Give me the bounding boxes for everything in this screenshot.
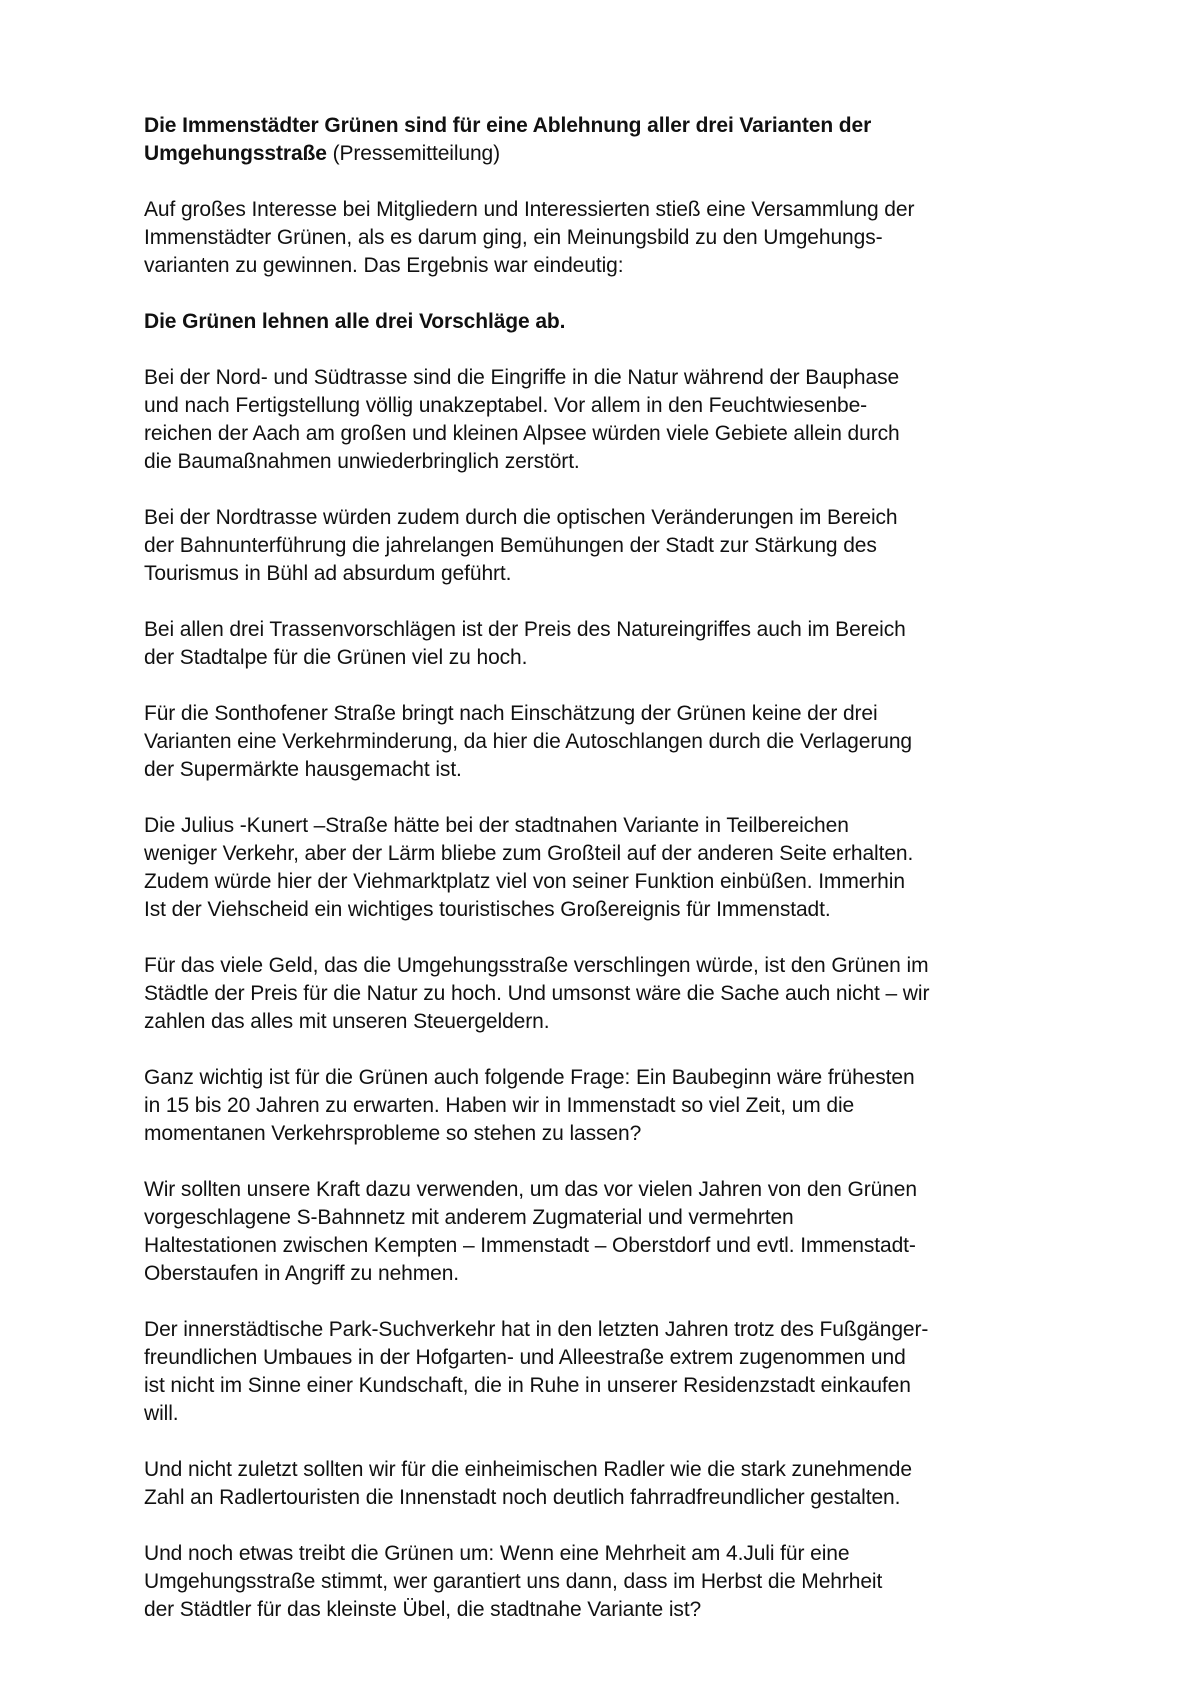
paragraph-line: will. xyxy=(144,1402,179,1425)
headline-suffix: (Pressemitteilung) xyxy=(326,142,501,165)
paragraph-line: vorgeschlagene S-Bahnnetz mit anderem Zugmaterial und vermehrten xyxy=(144,1206,794,1229)
paragraph-radler xyxy=(144,1456,1074,1512)
paragraph-line: Für die Sonthofener Straße bringt nach Einschätzung der Grünen keine der drei xyxy=(144,702,878,725)
paragraph-line: Bei der Nordtrasse würden zudem durch die optischen Veränderungen im Bereich xyxy=(144,506,898,529)
paragraph-line: der Bahnunterführung die jahrelangen Bemühungen der Stadt zur Stärkung des xyxy=(144,534,877,557)
paragraph-line: der Supermärkte hausgemacht ist. xyxy=(144,758,462,781)
headline-bold-text: Umgehungsstraße xyxy=(144,142,327,165)
paragraph-line: Ist der Viehscheid ein wichtiges touristisches Großereignis für Immenstadt. xyxy=(144,898,831,921)
paragraph-line: Oberstaufen in Angriff zu nehmen. xyxy=(144,1262,460,1285)
paragraph-line: der Städtler für das kleinste Übel, die stadtnahe Variante ist? xyxy=(144,1598,702,1621)
paragraph-line: Wir sollten unsere Kraft dazu verwenden, um das vor vielen Jahren von den Grünen xyxy=(144,1178,917,1201)
paragraph-line: Haltestationen zwischen Kempten – Immenstadt – Oberstdorf und evtl. Immenstadt- xyxy=(144,1234,916,1257)
paragraph-line: Für das viele Geld, das die Umgehungsstraße verschlingen würde, ist den Grünen im xyxy=(144,954,929,977)
paragraph-line: Tourismus in Bühl ad absurdum geführt. xyxy=(144,562,512,585)
paragraph-line: reichen der Aach am großen und kleinen Alpsee würden viele Gebiete allein durch xyxy=(144,422,900,445)
headline-line-2 xyxy=(144,140,1074,168)
paragraph-nord-sued xyxy=(144,364,1074,476)
paragraph-line: in 15 bis 20 Jahren zu erwarten. Haben wir in Immenstadt so viel Zeit, um die xyxy=(144,1094,855,1117)
paragraph-s-bahn xyxy=(144,1176,1074,1288)
paragraph-line: Und noch etwas treibt die Grünen um: Wenn eine Mehrheit am 4.Juli für eine xyxy=(144,1542,850,1565)
paragraph-line: Varianten eine Verkehrminderung, da hier die Autoschlangen durch die Verlagerung xyxy=(144,730,912,753)
paragraph-line: der Stadtalpe für die Grünen viel zu hoch. xyxy=(144,646,528,669)
paragraph-park-suchverkehr xyxy=(144,1316,1074,1428)
paragraph-kunert xyxy=(144,812,1074,924)
paragraph-statement xyxy=(144,308,1074,336)
paragraph-line: Zudem würde hier der Viehmarktplatz viel von seiner Funktion einbüßen. Immerhin xyxy=(144,870,905,893)
paragraph-stadtalpe xyxy=(144,616,1074,672)
paragraph-nordtrasse xyxy=(144,504,1074,588)
paragraph-line: varianten zu gewinnen. Das Ergebnis war eindeutig: xyxy=(144,254,624,277)
paragraph-line: freundlichen Umbaues in der Hofgarten- und Alleestraße extrem zugenommen und xyxy=(144,1346,906,1369)
paragraph-line: die Baumaßnahmen unwiederbringlich zerstört. xyxy=(144,450,580,473)
paragraph-line: Auf großes Interesse bei Mitgliedern und Interessierten stieß eine Versammlung der xyxy=(144,198,915,221)
paragraph-line: Umgehungsstraße stimmt, wer garantiert uns dann, dass im Herbst die Mehrheit xyxy=(144,1570,883,1593)
paragraph-sonthofener xyxy=(144,700,1074,784)
paragraph-line: Und nicht zuletzt sollten wir für die einheimischen Radler wie die stark zunehmende xyxy=(144,1458,912,1481)
paragraph-line: Bei der Nord- und Südtrasse sind die Eingriffe in die Natur während der Bauphase xyxy=(144,366,900,389)
paragraph-line: Bei allen drei Trassenvorschlägen ist der Preis des Natureingriffes auch im Bereich xyxy=(144,618,906,641)
paragraph-line: Ganz wichtig ist für die Grünen auch folgende Frage: Ein Baubeginn wäre frühesten xyxy=(144,1066,915,1089)
paragraph-abstimmung xyxy=(144,1540,1074,1624)
press-release-headline xyxy=(144,112,1074,168)
paragraph-line: Städtle der Preis für die Natur zu hoch. Und umsonst wäre die Sache auch nicht – wir xyxy=(144,982,930,1005)
press-release-body xyxy=(144,112,1074,1652)
paragraph-line: momentanen Verkehrsprobleme so stehen zu lassen? xyxy=(144,1122,642,1145)
paragraph-line: und nach Fertigstellung völlig unakzeptabel. Vor allem in den Feuchtwiesenbe- xyxy=(144,394,868,417)
paragraph-line: Immenstädter Grünen, als es darum ging, ein Meinungsbild zu den Umgehungs- xyxy=(144,226,883,249)
paragraph-line: zahlen das alles mit unseren Steuergeldern. xyxy=(144,1010,550,1033)
headline-line-1: Die Immenstädter Grünen sind für eine Ablehnung aller drei Varianten der xyxy=(144,114,872,137)
paragraph-line: weniger Verkehr, aber der Lärm bliebe zum Großteil auf der anderen Seite erhalten. xyxy=(144,842,914,865)
paragraph-list xyxy=(144,196,1074,1624)
paragraph-zeit xyxy=(144,1064,1074,1148)
paragraph-intro xyxy=(144,196,1074,280)
paragraph-line: Die Grünen lehnen alle drei Vorschläge ab. xyxy=(144,310,566,333)
paragraph-line: Die Julius -Kunert –Straße hätte bei der stadtnahen Variante in Teilbereichen xyxy=(144,814,849,837)
paragraph-line: Zahl an Radlertouristen die Innenstadt noch deutlich fahrradfreundlicher gestalten. xyxy=(144,1486,901,1509)
paragraph-geld xyxy=(144,952,1074,1036)
paragraph-line: ist nicht im Sinne einer Kundschaft, die in Ruhe in unserer Residenzstadt einkaufen xyxy=(144,1374,911,1397)
paragraph-line: Der innerstädtische Park-Suchverkehr hat in den letzten Jahren trotz des Fußgänger- xyxy=(144,1318,929,1341)
